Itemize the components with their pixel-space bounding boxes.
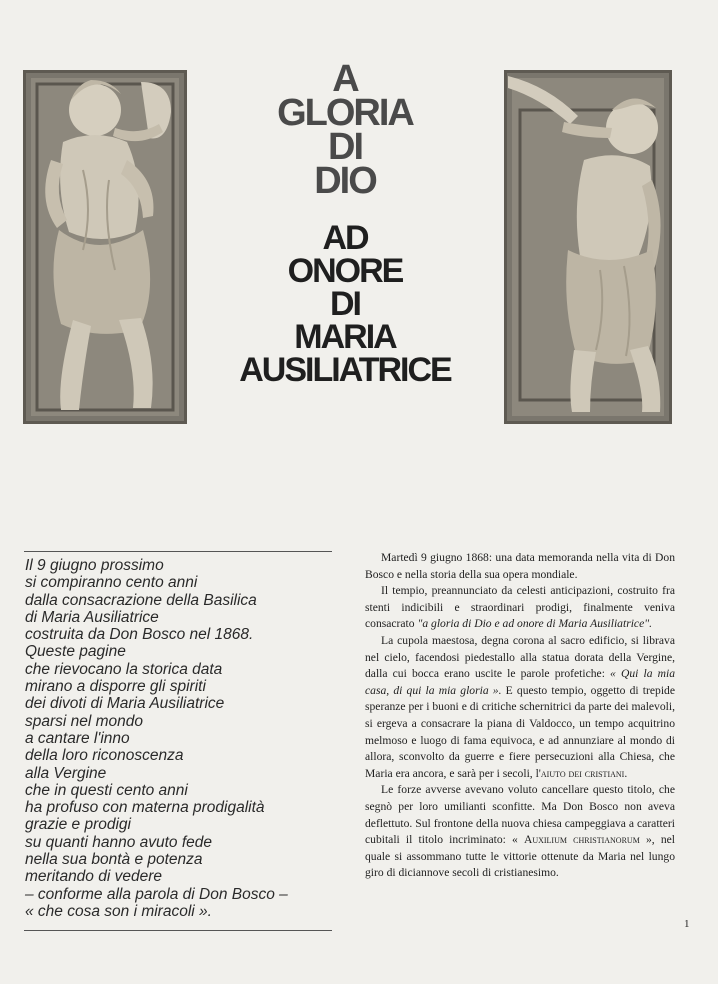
intro-line: alla Vergine [25,764,107,782]
article-p3-text-cont: E questo tempio, oggetto di trepide speranze per i buoni e di critiche schernitrici da parte dei malevoli, si ergeva a consacrare la piana di Valdocco, un tempo acquitrino melmoso e luogo di fama equivoca, e ad annunziare al mondo di allora, sconvolto da guerre e fiere persecuzioni alla Chiesa, che Maria era ancora, e sarà per i secoli, l' [365,683,675,780]
intro-line: costruita da Don Bosco nel 1868. [25,626,254,644]
article-p4-text-cont: », nel quale si assommano tutte le vittorie ottenute da Maria nel lungo giro di diciannove secoli di cristianesimo. [365,833,676,880]
cherub-horn-relief [23,70,187,424]
intro-bottom-rule [24,930,332,931]
title-line-gloria: GLORIA [277,92,413,134]
article-p4-text: Le forze avverse avevano voluto cancellare questo titolo, che segnò per loro umilianti sconfitte. Ma Don Bosco non aveva deflettuto. Sul frontone della nuova chiesa campeggiava a caratteri cubitali il titolo incriminato: « [365,783,675,847]
intro-line: Il 9 giugno prossimo [25,557,164,574]
article-paragraph-1 [365,550,675,583]
title-line-ausiliatrice: AUSILIATRICE [239,351,451,389]
article-p1-text: Martedì 9 giugno 1868: una data memoranda nella vita di Don Bosco e nella storia della sua opera mondiale. [365,551,675,581]
title-line-onore: ONORE [287,252,403,290]
intro-line: di Maria Ausiliatrice [25,608,159,626]
article-p3-end: . [624,766,628,780]
intro-line: mirano a disporre gli spiriti [25,678,206,696]
intro-line: ha profuso con materna prodigalità [25,799,265,817]
article-column [365,550,675,882]
intro-line: « che cosa son i miracoli ». [25,902,212,920]
intro-line: meritando di vedere [25,868,162,886]
title-line-a: A [332,58,358,100]
article-p2-quote: "a gloria di Dio e ad onore di Maria Ausiliatrice". [417,617,652,631]
title-line-dio: DIO [314,160,376,202]
article-p3-smallcaps: aiuto dei cristiani [540,766,625,780]
intro-line: Queste pagine [25,643,126,661]
intro-line: sparsi nel mondo [25,712,144,730]
intro-line: dei divoti di Maria Ausiliatrice [25,695,225,713]
intro-dedication [25,557,345,920]
intro-line: grazie e prodigi [25,816,131,834]
title-line-di: DI [328,126,362,168]
article-paragraph-2 [365,583,675,633]
intro-line: – conforme alla parola di Don Bosco – [25,885,288,903]
page-number: 1 [684,918,690,930]
title-line-di-2: DI [330,285,360,323]
cherub-trumpet-relief [504,70,672,424]
article-p2-text: Il tempio, preannunciato da celesti anticipazioni, costruito fra stenti indicibili e straordinari prodigi, finalmente veniva consacrato [365,584,675,631]
article-p3-text: La cupola maestosa, degna corona al sacro edificio, si librava nel cielo, facendosi piedestallo alla statua dorata della Vergine, dalla cui bocca erano uscite le parole profetiche: [365,633,675,681]
intro-line: della loro riconoscenza [25,747,184,765]
title-line-maria: MARIA [294,318,396,356]
intro-line: che rievocano la storica data [25,660,223,678]
title-block [195,58,495,389]
intro-line: si compiranno cento anni [25,574,198,592]
intro-line: a cantare l'inno [25,729,130,747]
intro-line: su quanti hanno avuto fede [25,833,213,851]
right-relief-image [504,70,672,424]
article-p4-smallcaps: Auxilium christianorum [523,833,640,847]
intro-line: nella sua bontà e potenza [25,851,203,869]
title-line-ad: AD [322,219,368,257]
article-paragraph-4 [365,782,675,882]
left-relief-image [23,70,187,424]
intro-line: dalla consacrazione della Basilica [25,591,257,609]
article-paragraph-3 [365,633,675,782]
article-p3-quote: « Qui la mia casa, di qui la mia gloria ». [365,667,676,697]
intro-line: che in questi cento anni [25,781,188,799]
intro-top-rule [24,551,332,552]
